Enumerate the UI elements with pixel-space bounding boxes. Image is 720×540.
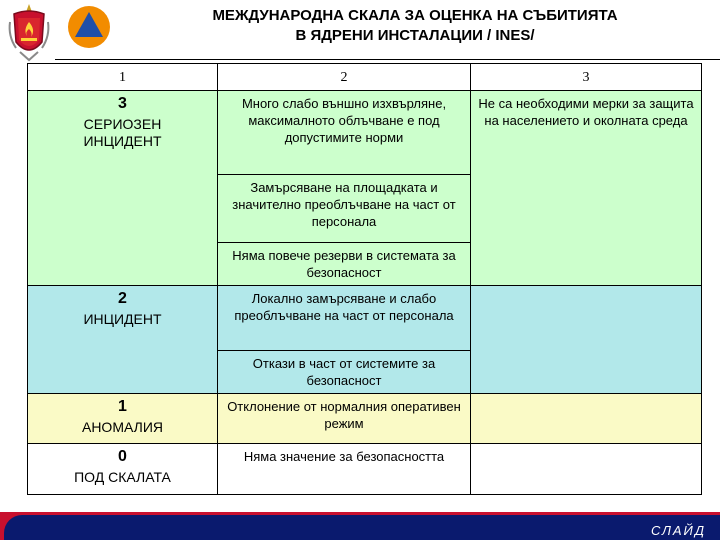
table-row — [28, 393, 702, 444]
table-cell: Не са необходими мерки за защита на населението и околната среда — [471, 91, 702, 286]
column-header-2: 2 — [218, 64, 471, 91]
table-header-row — [28, 64, 702, 91]
title-line-2: В ЯДРЕНИ ИНСТАЛАЦИИ / INES/ — [295, 27, 535, 44]
civil-protection-logo-icon — [66, 4, 112, 50]
level-number: 1 — [118, 397, 127, 415]
fire-safety-emblem-icon — [6, 2, 52, 62]
slide-label: СЛАЙД — [651, 523, 706, 538]
table-cell — [471, 393, 702, 444]
ines-scale-table — [27, 63, 702, 495]
level-number: 0 — [118, 448, 127, 466]
level-3-cell — [28, 91, 218, 286]
page-title — [120, 6, 710, 46]
level-name: ПОД СКАЛАТА — [74, 469, 171, 486]
column-header-1: 1 — [28, 64, 218, 91]
table-cell: Няма значение за безопасността — [218, 444, 471, 495]
level-0-cell — [28, 444, 218, 495]
level-2-cell — [28, 286, 218, 393]
level-number: 3 — [118, 95, 127, 113]
table-cell — [471, 444, 702, 495]
level-name-line-2: ИНЦИДЕНТ — [83, 133, 162, 150]
table-cell — [471, 286, 702, 393]
table-row — [28, 444, 702, 495]
slide-header — [0, 0, 720, 64]
table-cell: Замърсяване на площадката и значително преоблъчване на част от персонала — [218, 174, 471, 243]
table-cell: Отклонение от нормалния оперативен режим — [218, 393, 471, 444]
level-name: ИНЦИДЕНТ — [83, 311, 162, 328]
table-row — [28, 91, 702, 174]
title-line-1: МЕЖДУНАРОДНА СКАЛА ЗА ОЦЕНКА НА СЪБИТИЯТА — [212, 7, 618, 24]
column-header-3: 3 — [471, 64, 702, 91]
header-divider — [55, 59, 720, 60]
level-name-line-1: СЕРИОЗЕН — [83, 116, 162, 133]
table-cell: Локално замърсяване и слабо преоблъчване на част от персонала — [218, 286, 471, 351]
table-row — [28, 286, 702, 351]
table-cell: Няма повече резерви в системата за безопасност — [218, 243, 471, 286]
level-1-cell — [28, 393, 218, 444]
level-name: АНОМАЛИЯ — [81, 418, 163, 435]
table-cell: Откази в част от системите за безопасност — [218, 350, 471, 393]
level-number: 2 — [118, 290, 127, 308]
footer-band — [4, 515, 720, 540]
table-cell: Много слабо външно изхвърляне, максималното облъчване е под допустимите норми — [218, 91, 471, 174]
slide-footer — [0, 512, 720, 540]
